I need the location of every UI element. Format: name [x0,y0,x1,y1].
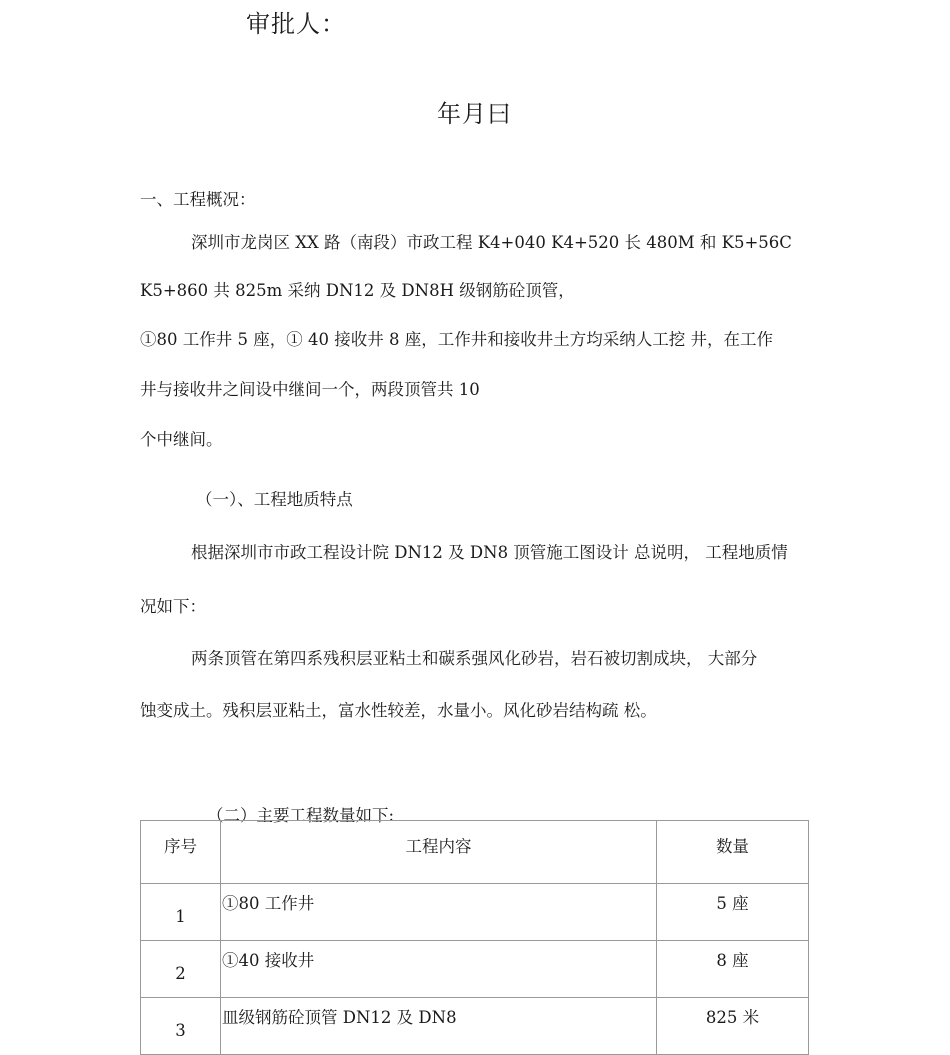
paragraph-line: 井与接收井之间设中继间一个，两段顶管共 10 [140,380,480,399]
paragraph-line: 深圳市龙岗区 XX 路（南段）市政工程 K4+040 K4+520 长 480M 和 K5+56C [191,233,792,252]
date-label: 年月曰 [437,100,512,128]
table-row [141,884,809,941]
section-heading-overview: 一、工程概况： [140,190,256,209]
paragraph-line: ①80 工作井 5 座，① 40 接收井 8 座，工作井和接收井土方均采纳人工挖 井，在工作 [140,330,773,349]
cell-content: 皿级钢筋砼顶管 DN12 及 DN8 [221,998,657,1055]
header-content: 工程内容 [221,821,657,884]
table-caption: （二）主要工程数量如下: [207,806,395,825]
section-heading-geology: （一）、工程地质特点 [196,490,353,509]
cell-quantity: 5 座 [657,884,809,941]
cell-content: ①80 工作井 [221,884,657,941]
paragraph-line: K5+860 共 825m 采纳 DN12 及 DN8H 级钢筋砼顶管， [140,281,575,300]
table-header-row [141,821,809,884]
approver-label: 审批人： [246,10,346,38]
paragraph-line: 两条顶管在第四系残积层亚粘土和碳系强风化砂岩，岩石被切割成块， 大部分 [191,649,758,668]
paragraph-line: 根据深圳市市政工程设计院 DN12 及 DN8 顶管施工图设计 总说明， 工程地质情 [191,543,788,562]
paragraph-line: 况如下： [140,597,206,616]
cell-content: ①40 接收井 [221,941,657,998]
table-row [141,941,809,998]
paragraph-line: 蚀变成土。残积层亚粘土，富水性较差，水量小。风化砂岩结构疏 松。 [140,701,657,720]
cell-quantity: 825 米 [657,998,809,1055]
table-row [141,998,809,1055]
cell-index: 2 [141,941,221,998]
cell-index: 3 [141,998,221,1055]
cell-quantity: 8 座 [657,941,809,998]
cell-index: 1 [141,884,221,941]
paragraph-line: 个中继间。 [140,430,223,449]
header-index: 序号 [141,821,221,884]
header-quantity: 数量 [657,821,809,884]
quantity-table [140,820,809,1055]
